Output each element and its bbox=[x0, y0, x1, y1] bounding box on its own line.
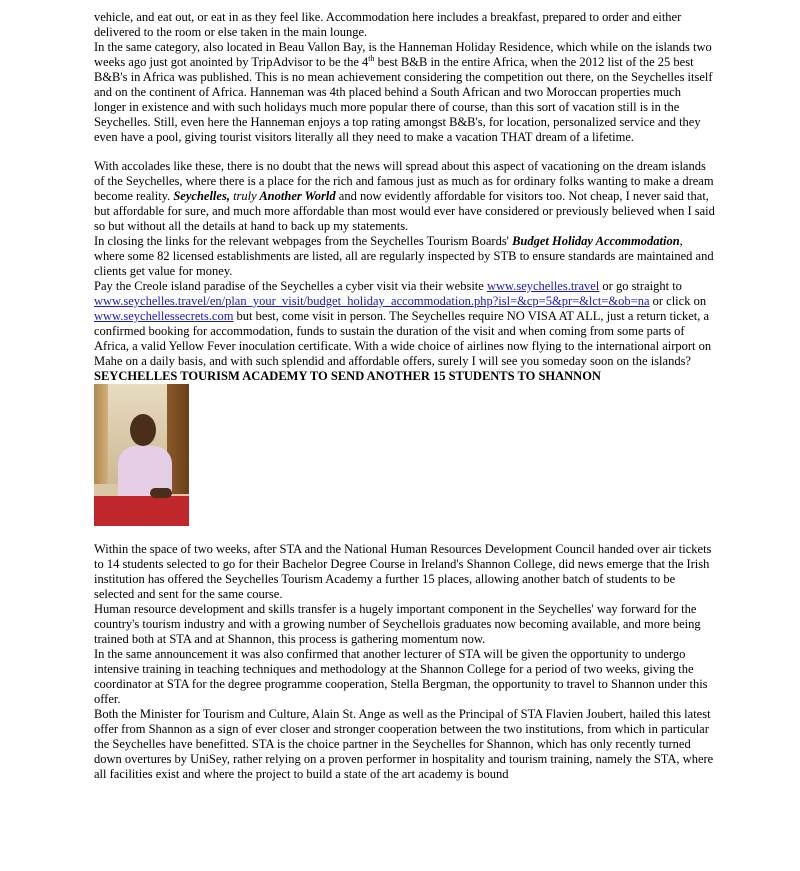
text-run: and now evidently affordable for visitors too. Not cheap, I never said that, but affordable for sure, and much more affordable than most would ever have considered or previously believed when I said so but without all the details at hand to back up my statements. bbox=[94, 189, 715, 233]
photo-person-hands bbox=[150, 488, 172, 498]
seychelles-secrets-link[interactable]: www.seychellessecrets.com bbox=[94, 309, 234, 323]
slogan-part: truly bbox=[233, 189, 257, 203]
text-run: With accolades like these, there is no doubt that the news will spread about this aspect of vacationing on the dream islands of the Seychelles, where there is a place for the rich and famous just as much as for ordinary folks wanting to make a dream become reality. bbox=[94, 159, 714, 203]
document-page bbox=[94, 10, 716, 782]
photo-shelf-left bbox=[94, 384, 108, 484]
text-run: best B&B in the entire Africa, when the 2012 list of the 25 best B&B's in Africa was published. This is no mean achievement considering the competition out there, on the Seychelles itself and on the continent of Africa. Hanneman was 4th placed behind a South African and two Moroccan properties much longer in existence and with such holidays much more popular there of course, than this sort of vacation still is in the Seychelles. Still, even here the Hanneman enjoys a top rating amongst B&B's, for location, personalized service and they even have a pool, giving tourist visitors literally all they need to make a vacation THAT dream of a lifetime. bbox=[94, 55, 713, 144]
text-run: or go straight to bbox=[599, 279, 682, 293]
section-heading: SEYCHELLES TOURISM ACADEMY TO SEND ANOTHER 15 STUDENTS TO SHANNON bbox=[94, 369, 601, 383]
paragraph: Human resource development and skills transfer is a hugely important component in the Seychelles' way forward for the country's tourism industry and with a growing number of Seychellois graduates now becoming available, and more being trained both at STA and at Shannon, this process is gathering momentum now. bbox=[94, 602, 701, 646]
text-run: In the same category, also located in Beau Vallon Bay, is the Hanneman Holiday Residence, which while on the islands two weeks ago just got anointed by TripAdvisor to be the 4 bbox=[94, 40, 712, 69]
photo-table bbox=[94, 496, 189, 526]
paragraph: vehicle, and eat out, or eat in as they feel like. Accommodation here includes a breakfast, prepared to order and either delivered to the room or else taken in the main lounge. bbox=[94, 10, 682, 39]
photo-person-head bbox=[130, 414, 156, 446]
paragraph: Both the Minister for Tourism and Culture, Alain St. Ange as well as the Principal of STA Flavien Joubert, hailed this latest offer from Shannon as a sign of ever closer and stronger cooperation between the two institutions, from which in particular the Seychelles have benefitted. STA is the choice partner in the Seychelles for Shannon, which has only recently turned down overtures by UniSey, rather relying on a proven performer in hospitality and tourism training, namely the STA, where all facilities exist and where the project to build a state of the art academy is bound bbox=[94, 707, 714, 781]
text-run: In closing the links for the relevant webpages from the Seychelles Tourism Boards' bbox=[94, 234, 513, 248]
seychelles-travel-link[interactable]: www.seychelles.travel bbox=[486, 279, 600, 293]
budget-accommodation-title: Budget Holiday Accommodation bbox=[512, 234, 680, 248]
budget-accommodation-link[interactable]: www.seychelles.travel/en/plan_your_visit/budget_holiday_accommodation.php?isl=&cp=5&pr=&lct=&ob=na bbox=[94, 294, 650, 308]
student-photo bbox=[94, 384, 189, 526]
bold-text bbox=[173, 189, 335, 203]
text-run: Pay the Creole island paradise of the Seychelles a cyber visit via their website bbox=[94, 279, 487, 293]
paragraph-gap bbox=[94, 145, 716, 159]
paragraph bbox=[94, 234, 716, 279]
superscript: th bbox=[368, 53, 375, 63]
bold-text bbox=[512, 234, 680, 248]
paragraph: In the same announcement it was also confirmed that another lecturer of STA will be given the opportunity to undergo intensive training in teaching techniques and methodology at the Shannon College for a period of two weeks, giving the coordinator at STA for the degree programme cooperation, Stella Bergman, the opportunity to travel to Shannon under this offer. bbox=[94, 647, 708, 706]
slogan-part: Seychelles, bbox=[173, 189, 234, 203]
paragraph bbox=[94, 159, 716, 234]
slogan-part: Another World bbox=[256, 189, 336, 203]
text-run: , where some 82 licensed establishments are listed, all are regularly inspected by STB to ensure standards are maintained and clients get value for money. bbox=[94, 234, 714, 278]
paragraph bbox=[94, 40, 716, 145]
text-run: or click on bbox=[649, 294, 707, 308]
text-run: but best, come visit in person. The Seychelles require NO VISA AT ALL, just a return ticket, a confirmed booking for accommodation, funds to sustain the duration of the visit and when coming from some parts of Africa, a valid Yellow Fever inoculation certificate. With a wide choice of airlines now flying to the international airport on Mahe on a daily basis, and with such splendid and affordable offers, surely I will see you someday soon on the islands? bbox=[94, 309, 712, 368]
paragraph bbox=[94, 279, 716, 369]
paragraph: Within the space of two weeks, after STA and the National Human Resources Development Council handed over air tickets to 14 students selected to go for their Bachelor Degree Course in Ireland's Shannon College, did news emerge that the Irish institution has offered the Seychelles Tourism Academy a further 15 places, allowing another batch of students to be selected and sent for the same course. bbox=[94, 542, 712, 601]
